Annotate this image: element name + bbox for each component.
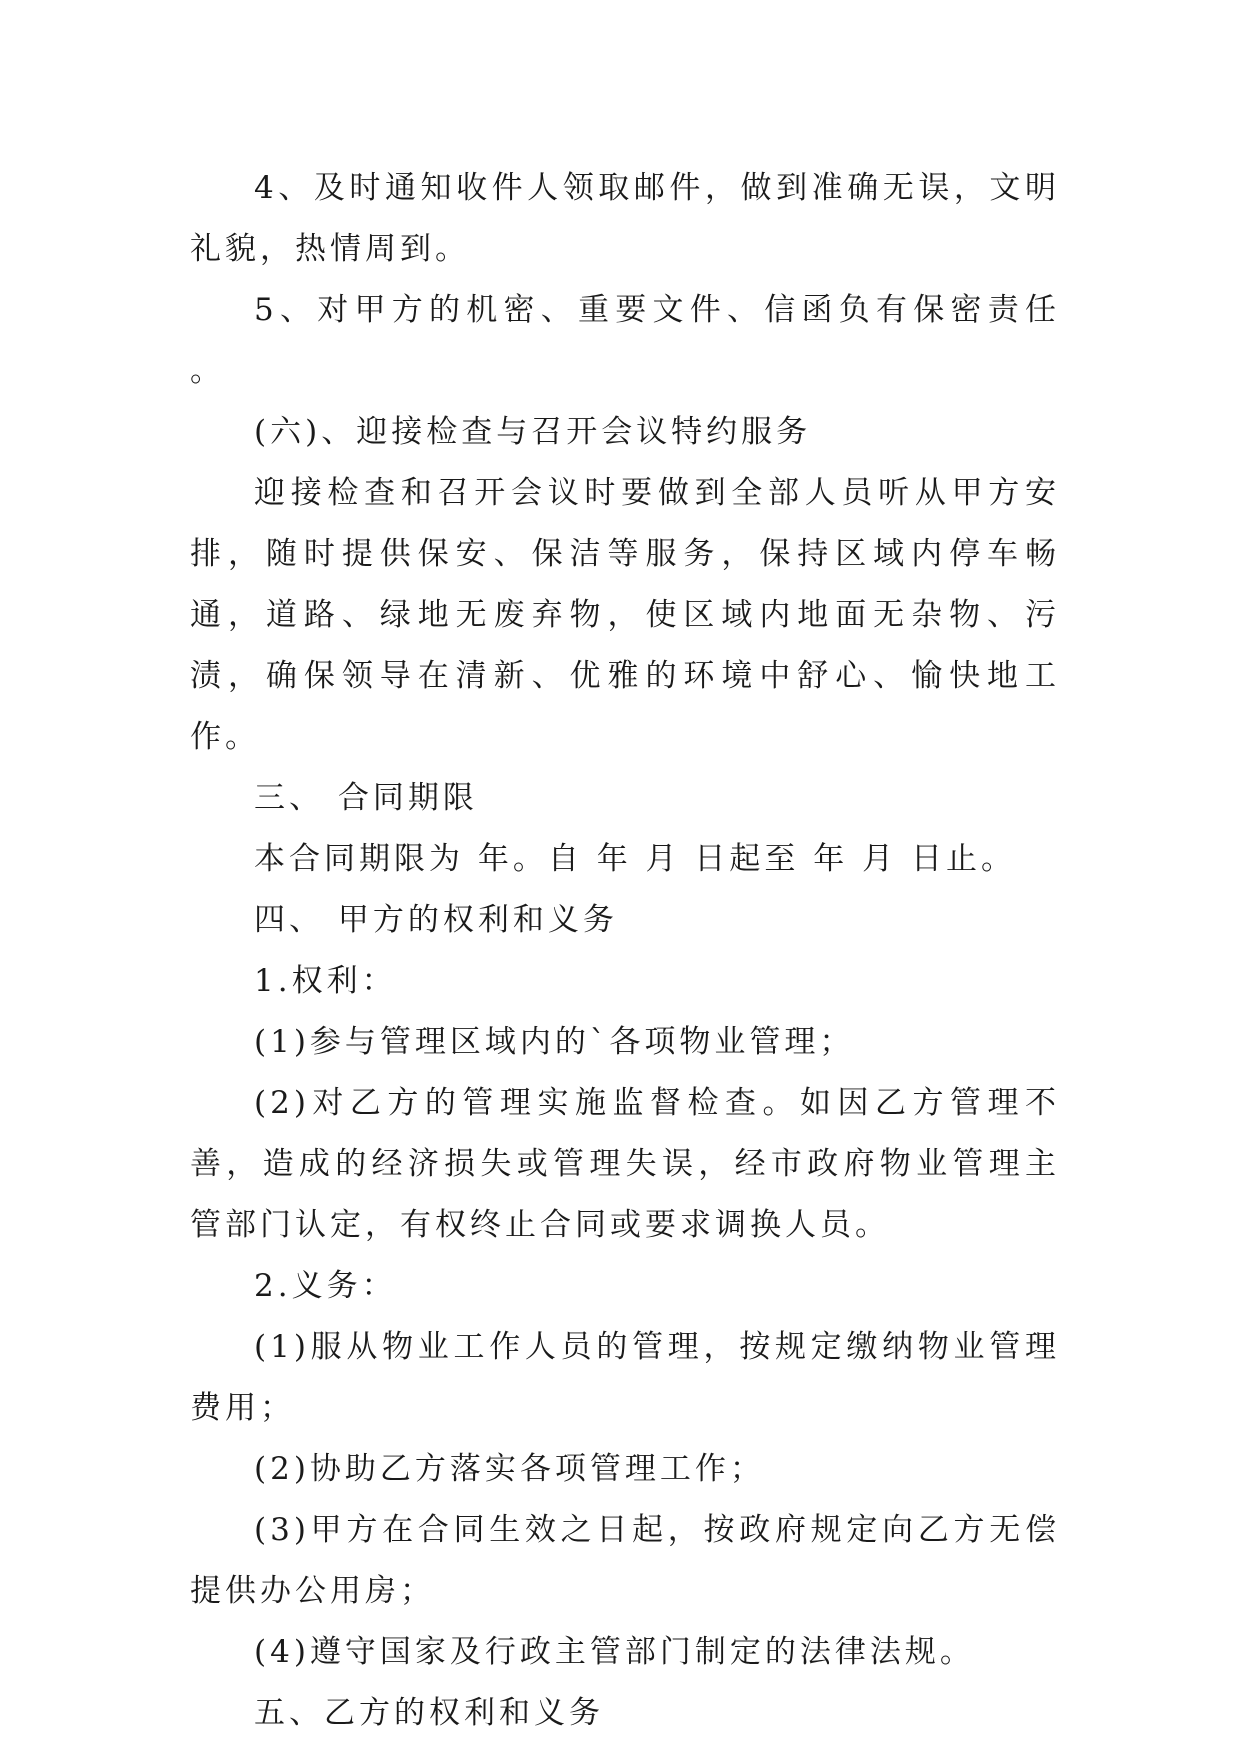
section-heading-special-service: (六)、迎接检查与召开会议特约服务 — [254, 414, 812, 450]
section-heading-party-a: 四、 甲方的权利和义务 — [254, 902, 618, 938]
list-item-obligation-4: (4)遵守国家及行政主管部门制定的法律法规。 — [254, 1634, 975, 1670]
section-heading-contract-term: 三、 合同期限 — [254, 780, 478, 816]
list-item-right-1: (1)参与管理区域内的`各项物业管理； — [254, 1024, 855, 1060]
section-heading-party-b: 五、乙方的权利和义务 — [254, 1695, 604, 1731]
subheading-rights: 1.权利： — [254, 963, 397, 999]
paragraph-inspection-service: 迎接检查和召开会议时要做到全部人员听从甲方安排，随时提供保安、保洁等服务，保持区域内停车畅通，道路、绿地无废弃物，使区域内地面无杂物、污渍，确保领导在清新、优雅的环境中舒心、愉快地工作。 — [190, 475, 1060, 755]
paragraph-confidentiality: 5、对甲方的机密、重要文件、信函负有保密责任 。 — [190, 292, 1060, 389]
paragraph-contract-term: 本合同期限为 年。自 年 月 日起至 年 月 日止。 — [254, 841, 1016, 877]
list-item-right-2: (2)对乙方的管理实施监督检查。如因乙方管理不善，造成的经济损失或管理失误，经市政府物业管理主管部门认定，有权终止合同或要求调换人员。 — [190, 1085, 1060, 1243]
list-item-obligation-1: (1)服从物业工作人员的管理，按规定缴纳物业管理费用； — [190, 1329, 1060, 1426]
list-item-obligation-2: (2)协助乙方落实各项管理工作； — [254, 1451, 765, 1487]
subheading-obligations: 2.义务： — [254, 1268, 397, 1304]
document-body — [190, 158, 1060, 1744]
paragraph-mail-notice: 4、及时通知收件人领取邮件，做到准确无误，文明礼貌，热情周到。 — [190, 170, 1060, 267]
list-item-obligation-3: (3)甲方在合同生效之日起，按政府规定向乙方无偿提供办公用房； — [190, 1512, 1060, 1609]
